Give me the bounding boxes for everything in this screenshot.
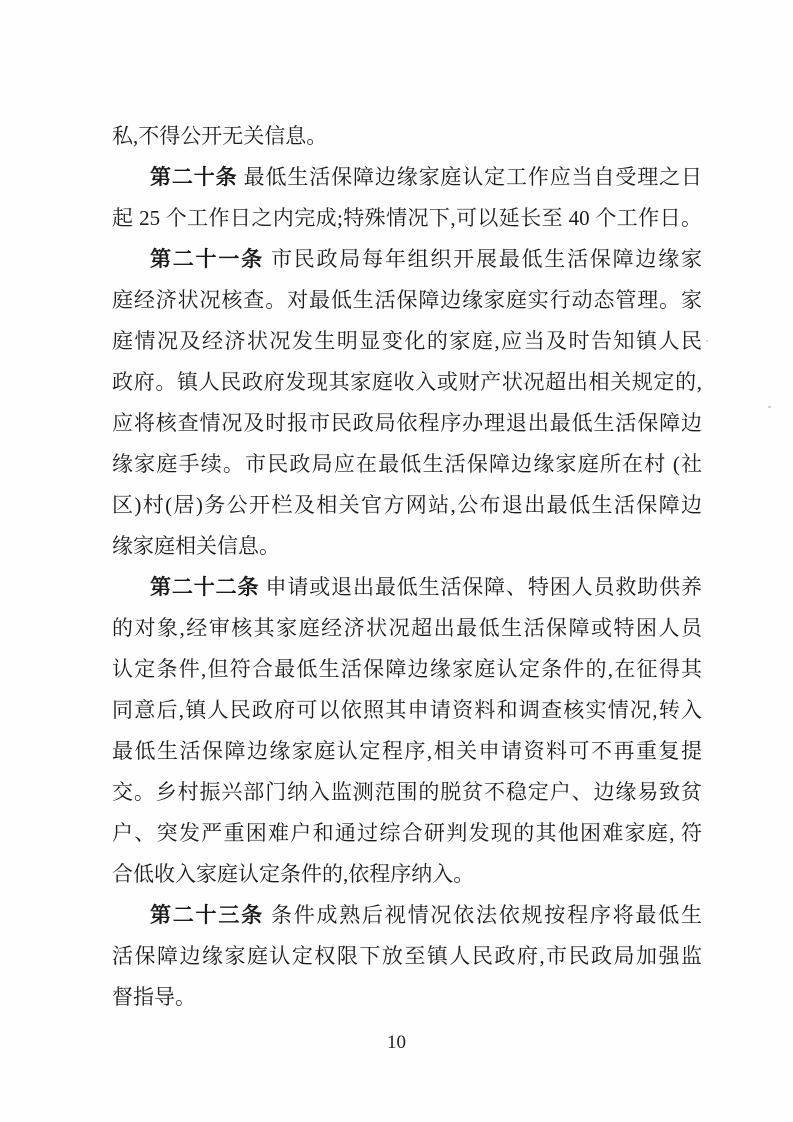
text-line bbox=[112, 362, 702, 403]
text-line bbox=[112, 936, 702, 977]
text-segment: 的对象,经审核其家庭经济状况超出最低生活保障或特困人员 bbox=[112, 616, 702, 640]
text-line bbox=[112, 649, 702, 690]
text-line bbox=[112, 690, 702, 731]
text-segment: 起 25 个工作日之内完成;特殊情况下,可以延长至 40 个工作日。 bbox=[112, 206, 702, 230]
text-line bbox=[112, 116, 702, 157]
text-segment: 户、突发严重困难户和通过综合研判发现的其他困难家庭, 符 bbox=[112, 821, 702, 845]
text-line bbox=[112, 485, 702, 526]
text-segment: 申请或退出最低生活保障、特困人员救助供养 bbox=[259, 575, 702, 599]
text-segment: 缘家庭相关信息。 bbox=[112, 534, 280, 558]
text-segment: 市民政局每年组织开展最低生活保障边缘家 bbox=[263, 247, 702, 271]
text-line bbox=[112, 608, 702, 649]
text-segment: 应将核查情况及时报市民政局依程序办理退出最低生活保障边 bbox=[112, 411, 702, 435]
article-number-heading: 第二十三条 bbox=[150, 903, 264, 927]
article-number-heading: 第二十二条 bbox=[150, 575, 260, 599]
text-line bbox=[112, 731, 702, 772]
text-line bbox=[112, 198, 702, 239]
text-segment: 条件成熟后视情况依法依规按程序将最低生 bbox=[263, 903, 702, 927]
text-line bbox=[112, 526, 702, 567]
text-line bbox=[112, 854, 702, 895]
text-line bbox=[112, 157, 702, 198]
text-line bbox=[112, 813, 702, 854]
text-segment: 最低生活保障边缘家庭认定程序,相关申请资料可不再重复提 bbox=[112, 739, 702, 763]
text-line bbox=[112, 403, 702, 444]
text-segment: 活保障边缘家庭认定权限下放至镇人民政府,市民政局加强监 bbox=[112, 944, 702, 968]
text-segment: 政府。镇人民政府发现其家庭收入或财产状况超出相关规定的, bbox=[112, 370, 702, 394]
text-segment: 认定条件,但符合最低生活保障边缘家庭认定条件的,在征得其 bbox=[112, 657, 702, 681]
text-segment: 最低生活保障边缘家庭认定工作应当自受理之日 bbox=[237, 165, 702, 189]
text-line bbox=[112, 895, 702, 936]
scan-speck bbox=[420, 904, 422, 906]
article-number-heading: 第二十条 bbox=[150, 165, 238, 189]
text-line bbox=[112, 239, 702, 280]
text-segment: 交。乡村振兴部门纳入监测范围的脱贫不稳定户、边缘易致贫 bbox=[112, 780, 702, 804]
text-segment: 私,不得公开无关信息。 bbox=[112, 124, 328, 148]
scan-speck bbox=[768, 406, 771, 408]
text-line bbox=[112, 444, 702, 485]
text-line bbox=[112, 567, 702, 608]
text-line bbox=[112, 772, 702, 813]
article-number-heading: 第二十一条 bbox=[150, 247, 264, 271]
scan-speck bbox=[706, 340, 708, 342]
text-segment: 庭经济状况核查。对最低生活保障边缘家庭实行动态管理。家 bbox=[112, 288, 702, 312]
page-number: 10 bbox=[387, 1032, 406, 1053]
text-segment: 区)村(居)务公开栏及相关官方网站,公布退出最低生活保障边 bbox=[112, 493, 702, 517]
text-line bbox=[112, 977, 702, 1018]
text-segment: 同意后,镇人民政府可以依照其申请资料和调查核实情况,转入 bbox=[112, 698, 702, 722]
text-segment: 缘家庭手续。市民政局应在最低生活保障边缘家庭所在村 (社 bbox=[112, 452, 702, 476]
document-body bbox=[112, 116, 702, 1018]
text-segment: 庭情况及经济状况发生明显变化的家庭,应当及时告知镇人民 bbox=[112, 329, 702, 353]
text-segment: 合低收入家庭认定条件的,依程序纳入。 bbox=[112, 862, 475, 886]
text-segment: 督指导。 bbox=[112, 985, 196, 1009]
text-line bbox=[112, 280, 702, 321]
text-line bbox=[112, 321, 702, 362]
